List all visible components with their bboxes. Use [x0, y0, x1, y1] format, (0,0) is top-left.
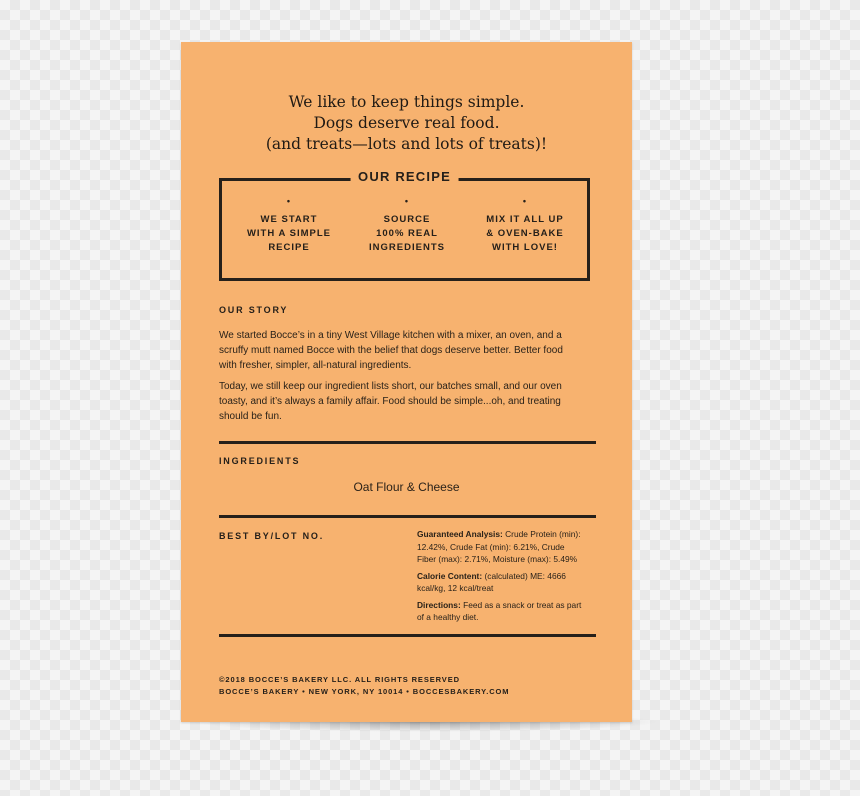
recipe-step-line: INGREDIENTS [369, 242, 445, 253]
story-line: We started Bocce’s in a tiny West Village kitchen with a mixer, an oven, and a [219, 330, 562, 341]
headline-line: (and treats—lots and lots of treats)! [265, 135, 548, 153]
headline [181, 92, 632, 155]
analysis-line: Crude Protein (min): [502, 529, 581, 539]
story-body [219, 328, 599, 424]
recipe-step-line: WITH LOVE! [492, 242, 558, 253]
story-line: scruffy mutt named Bocce with the belief that dogs deserve better. Better food [219, 345, 563, 356]
ingredients-list: Oat Flour & Cheese [353, 480, 460, 494]
recipe-step-line: & OVEN-BAKE [486, 228, 564, 239]
bullet-icon: • [286, 196, 292, 206]
bullet-icon: • [404, 196, 410, 206]
analysis-line: 12.42%, Crude Fat (min): 6.21%, Crude [417, 541, 565, 552]
directions-label: Directions: [417, 599, 461, 610]
product-package-back [181, 42, 632, 722]
headline-line: We like to keep things simple. [288, 93, 525, 111]
recipe-step-line: 100% REAL [376, 228, 438, 239]
directions [417, 599, 607, 624]
story-line: with fresher, simpler, all-natural ingredients. [219, 360, 412, 371]
ingredients-heading: INGREDIENTS [219, 456, 301, 466]
recipe-box [219, 169, 590, 281]
best-by-label: BEST BY/LOT NO. [219, 531, 325, 541]
story-paragraph [219, 379, 599, 424]
recipe-step-line: RECIPE [268, 242, 310, 253]
recipe-step [465, 197, 585, 255]
divider-rule [219, 515, 596, 518]
headline-line: Dogs deserve real food. [313, 114, 500, 132]
recipe-step-line: SOURCE [383, 214, 431, 225]
bullet-icon: • [522, 196, 528, 206]
recipe-step-line: WE START [260, 214, 318, 225]
recipe-step [229, 197, 349, 255]
guaranteed-analysis [417, 528, 607, 566]
guaranteed-analysis-label: Guaranteed Analysis: [417, 529, 503, 539]
copyright-line: ©2018 BOCCE’S BAKERY LLC. ALL RIGHTS RESERVED [219, 675, 460, 684]
recipe-step-line: WITH A SIMPLE [246, 228, 332, 239]
recipe-step-line: MIX IT ALL UP [486, 214, 564, 225]
nutrition-info [417, 528, 607, 628]
divider-rule [219, 634, 596, 637]
calorie-content [417, 570, 607, 595]
divider-rule [219, 441, 596, 444]
story-heading: OUR STORY [219, 305, 289, 315]
recipe-step [347, 197, 467, 255]
story-paragraph [219, 328, 599, 373]
address-line: BOCCE’S BAKERY • NEW YORK, NY 10014 • BOCCESBAKERY.COM [219, 687, 510, 696]
calorie-line: (calculated) ME: 4666 [482, 570, 566, 581]
story-line: toasty, and it’s always a family affair. Food should be simple...oh, and treating [219, 396, 561, 407]
recipe-title: OUR RECIPE [350, 169, 459, 184]
story-line: Today, we still keep our ingredient lists short, our batches small, and our oven [219, 381, 562, 392]
calorie-line: kcal/kg, 12 kcal/treat [417, 583, 494, 593]
analysis-line: Fiber (max): 2.71%, Moisture (max): 5.49% [417, 554, 578, 564]
story-line: should be fun. [219, 411, 282, 422]
directions-line: Feed as a snack or treat as part [460, 599, 582, 610]
calorie-content-label: Calorie Content: [417, 570, 483, 581]
footer [219, 674, 509, 698]
directions-line: of a healthy diet. [417, 612, 479, 622]
